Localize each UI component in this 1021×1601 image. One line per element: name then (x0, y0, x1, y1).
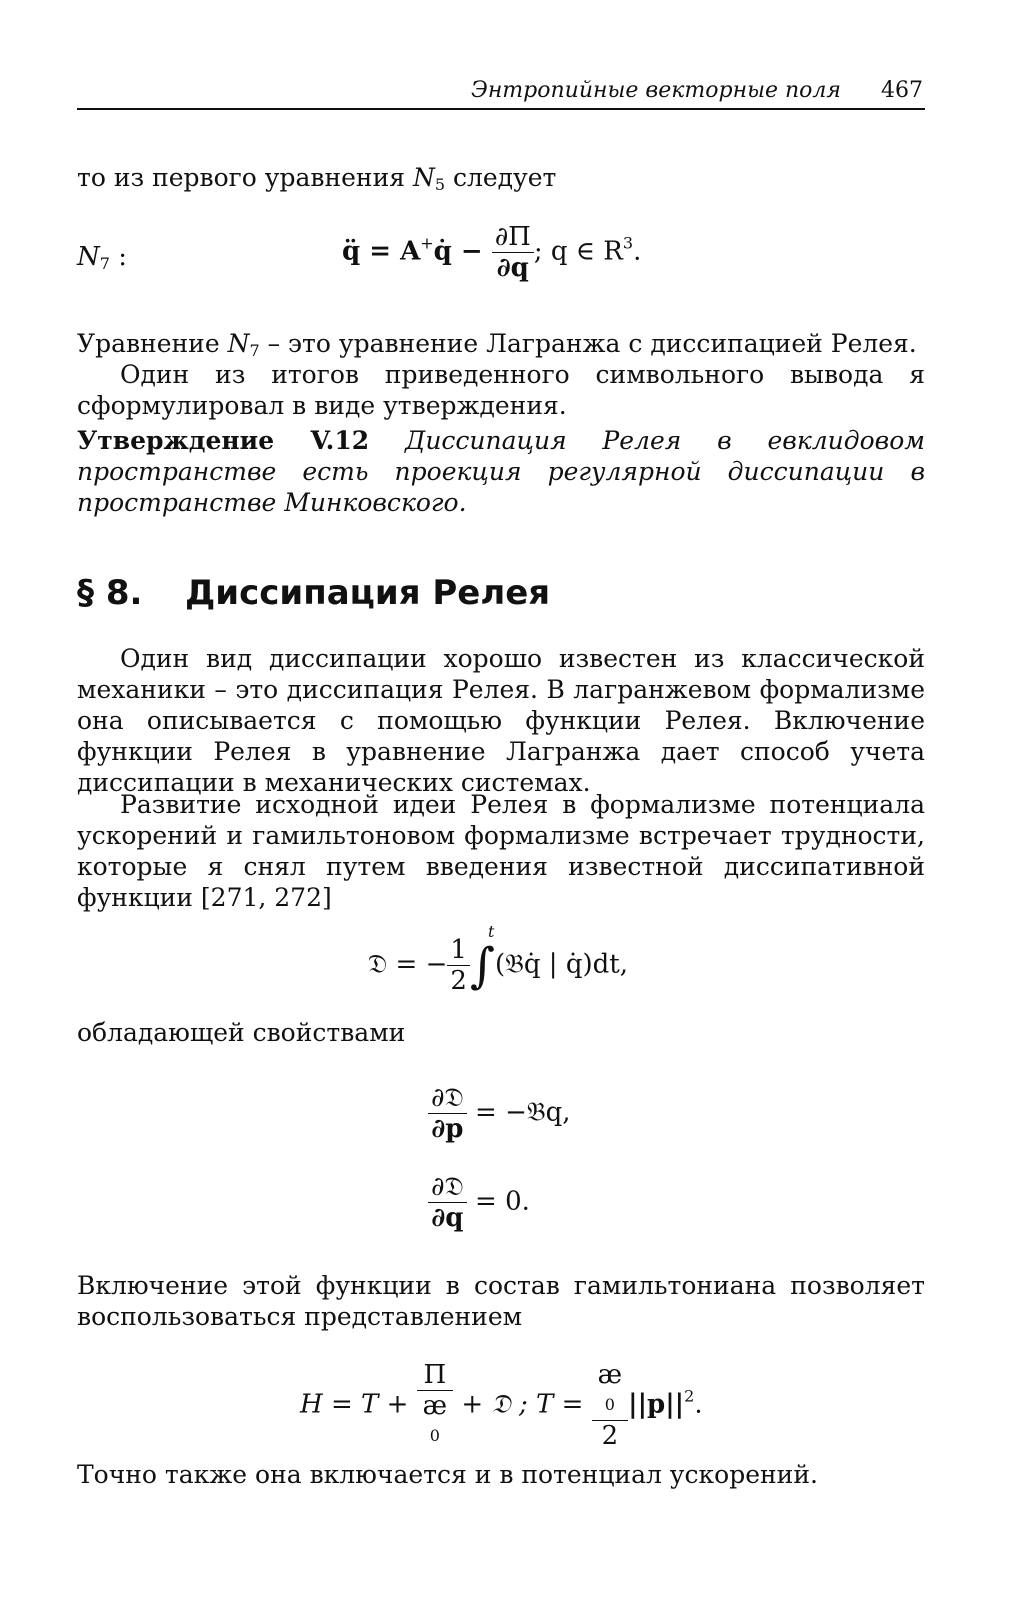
d-fraction (447, 935, 470, 996)
p2-numerator: ∂𝔇 (428, 1172, 467, 1203)
integral-sign: ∫ t (469, 921, 495, 994)
h-lhs: H = T + (300, 1389, 417, 1420)
n7-numerator: ∂Π (492, 222, 534, 253)
equation-partial-q (428, 1172, 530, 1233)
h-end: . (694, 1389, 703, 1420)
h-fraction-2 (592, 1360, 628, 1451)
p1-rhs: = −𝔅q, (466, 1097, 571, 1128)
paragraph-closing: Точно также она включается и в потенциал ускорений. (77, 1460, 818, 1489)
h-den-symbol: æ (422, 1391, 448, 1421)
integral-limit: t (487, 921, 495, 941)
p1-numerator: ∂𝔇 (428, 1083, 467, 1114)
h-mid: + 𝔇 ; T = (453, 1389, 592, 1420)
equation-dissipative-function (368, 921, 628, 996)
intro-line (77, 162, 925, 200)
paragraph-properties: обладающей свойствами (77, 1018, 406, 1047)
d-numerator: 1 (447, 935, 470, 966)
intro-symbol: N (412, 163, 435, 192)
equation-n7-label (77, 242, 127, 273)
intro-text-end: следует (445, 163, 557, 192)
p2-denominator: ∂q (431, 1203, 464, 1233)
d-denominator: 2 (450, 966, 467, 996)
paragraph-hamiltonian: Включение этой функции в состав гамильтониана позволяет воспользоваться представлением (77, 1271, 925, 1331)
h-fraction (417, 1360, 453, 1451)
n7-sup: + (420, 233, 434, 253)
paragraph-development: Развитие исходной идеи Релея в формализме потенциала ускорений и гамильтоновом формализме встречает трудности, которые я снял путем введения известной диссипативной функции [271, 272] (77, 790, 925, 912)
n7-label-sub: 7 (99, 254, 110, 273)
statement-text: Диссипация Релея в евклидовом пространстве есть проекция регулярной диссипации в пространстве Минковского. (77, 426, 925, 517)
n7-label: N (77, 242, 100, 272)
equation-n7 (342, 222, 641, 283)
n7-fraction (492, 222, 534, 283)
statement-label: Утверждение V.12 (77, 426, 370, 455)
d-lhs: 𝔇 = − (368, 949, 448, 980)
paragraph-summary: Один из итогов приведенного символьного вывода я сформулировал в виде утверждения. (77, 360, 925, 420)
section-number: § 8. (77, 573, 143, 613)
n7-lhs: q̈ = A (342, 236, 421, 267)
section-title: Диссипация Релея (185, 573, 551, 613)
n7-end: . (633, 236, 642, 267)
intro-symbol-sub: 5 (434, 175, 446, 194)
h-norm: ||p|| (628, 1389, 685, 1420)
d-integrand: (𝔅q̇ | q̇)dt, (494, 949, 628, 980)
equation-hamiltonian (300, 1360, 703, 1451)
h-num2-sub: 0 (604, 1395, 615, 1414)
paragraph-rayleigh-intro: Один вид диссипации хорошо известен из классической механики – это диссипация Релея. В лагранжевом формализме она описывается с помощью функции Релея. Включение функции Релея в уравнение Лагранжа дает способ учета диссипации в механических системах. (77, 644, 925, 797)
n7-tail-sup: 3 (622, 233, 634, 253)
p1-fraction (428, 1083, 467, 1144)
intro-text: то из первого уравнения (77, 163, 413, 192)
page-header (77, 76, 925, 110)
h-num2-symbol: æ (597, 1360, 623, 1390)
section-heading (77, 573, 550, 613)
h-den-sub: 0 (429, 1426, 440, 1445)
h-denominator (417, 1391, 453, 1451)
para1-text: Уравнение (77, 329, 228, 358)
n7-mid: q̇ − (433, 236, 492, 267)
page-number: 467 (881, 78, 923, 103)
p2-fraction (428, 1172, 467, 1233)
para1-text-end: – это уравнение Лагранжа с диссипацией Релея. (259, 329, 917, 358)
running-title: Энтропийные векторные поля (470, 78, 841, 103)
para1-symbol: N (227, 329, 250, 358)
h-numerator: Π (417, 1360, 453, 1391)
equation-partial-p (428, 1083, 571, 1144)
para1-symbol-sub: 7 (249, 341, 260, 360)
n7-denominator: ∂q (496, 253, 529, 283)
p2-rhs: = 0. (466, 1186, 530, 1217)
p1-denominator: ∂p (431, 1114, 464, 1144)
h-norm-sup: 2 (684, 1386, 695, 1406)
h-denominator-2: 2 (601, 1421, 619, 1451)
h-numerator-2 (592, 1360, 628, 1421)
n7-tail: ; q ∈ R (533, 236, 623, 267)
n7-label-colon: : (109, 242, 127, 272)
statement-block (77, 425, 925, 518)
